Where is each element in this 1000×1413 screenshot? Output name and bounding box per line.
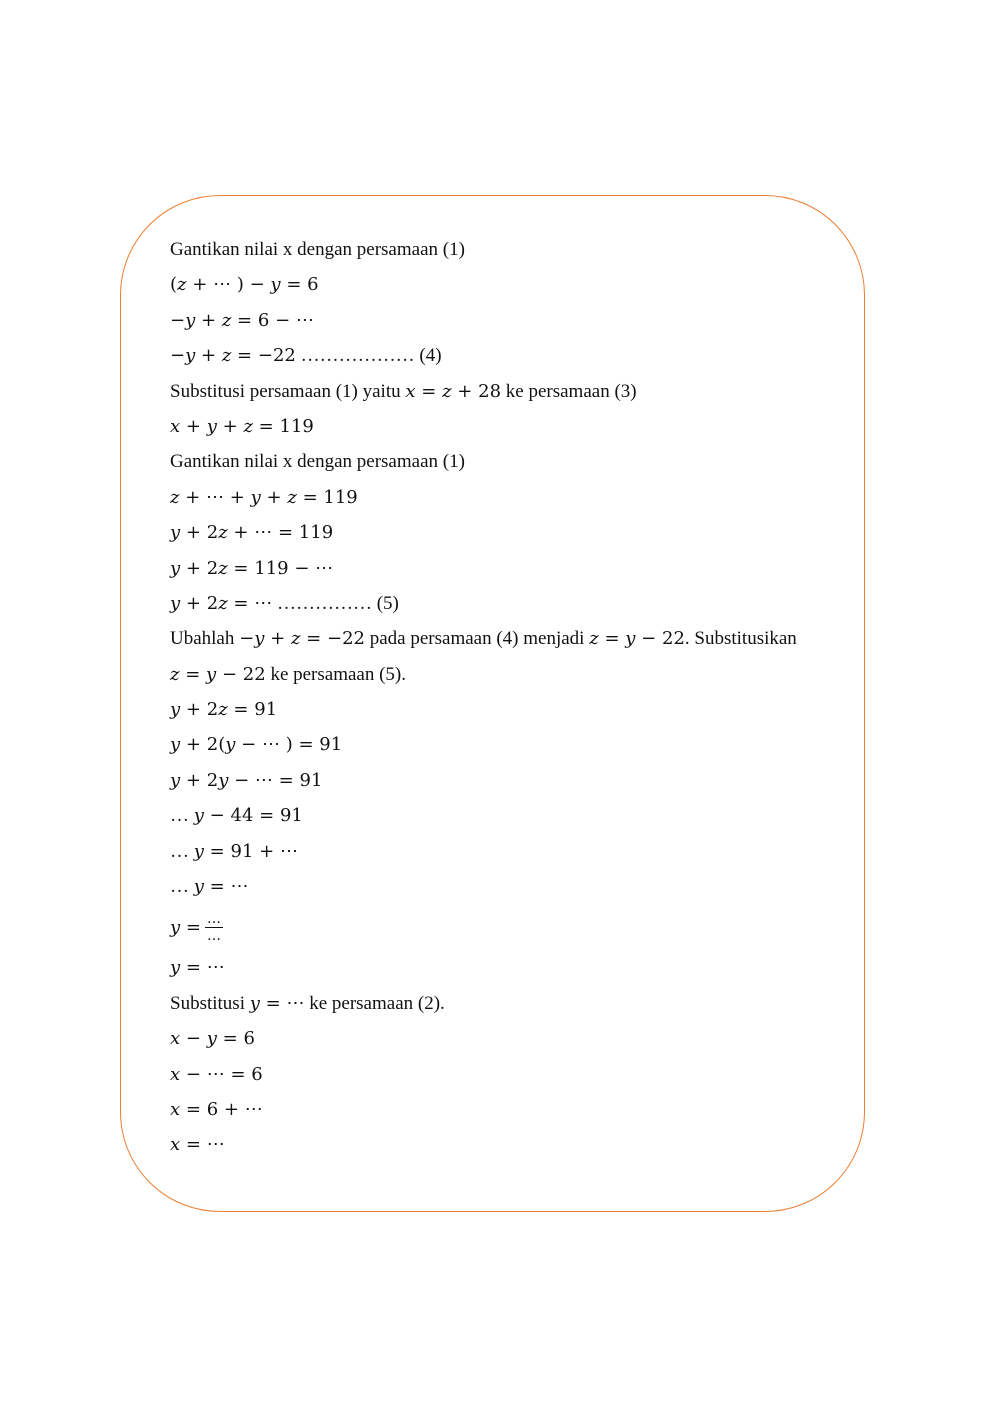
math-line: y + 2y − ⋯ = 91 <box>170 769 323 791</box>
fraction-denominator: … <box>207 927 221 944</box>
math-line: y + 2z + ⋯ = 119 <box>170 522 334 544</box>
math-line: … y = ⋯ <box>170 876 249 898</box>
text-line: Substitusi persamaan (1) yaitu x = z + 28 ke persamaan (3) <box>170 380 637 402</box>
math-line: x = 6 + ⋯ <box>170 1098 263 1120</box>
math-line: −y + z = −22 ……………… (4) <box>170 345 442 367</box>
math-line: … y = 91 + ⋯ <box>170 840 298 862</box>
math-line: x = ⋯ <box>170 1134 225 1156</box>
worksheet-content <box>170 232 840 1163</box>
math-line: x − ⋯ = 6 <box>170 1063 263 1085</box>
math-line: y + 2z = ⋯ …………… (5) <box>170 592 399 614</box>
text-line: z = y − 22 ke persamaan (5). <box>170 663 407 685</box>
fraction-line: y = $\frac{\dots}{\dots}$ <box>170 910 221 944</box>
math-line: x + y + z = 119 <box>170 415 314 437</box>
math-line: y + 2(y − ⋯ ) = 91 <box>170 734 343 756</box>
math-line: y = ⋯ <box>170 957 225 979</box>
math-line: y + 2z = 91 <box>170 699 278 721</box>
math-line: z + ⋯ + y + z = 119 <box>170 486 358 508</box>
text-line: Gantikan nilai x dengan persamaan (1) <box>170 451 465 473</box>
math-line: … y − 44 = 91 <box>170 805 303 827</box>
math-line: −y + z = 6 − ⋯ <box>170 309 314 331</box>
text-line: Ubahlah −y + z = −22 pada persamaan (4) menjadi z = y − 22. Substitusikan <box>170 628 797 650</box>
text-line: Substitusi y = ⋯ ke persamaan (2). <box>170 992 445 1014</box>
math-line: x − y = 6 <box>170 1028 255 1050</box>
math-line: (z + ⋯ ) − y = 6 <box>170 274 319 296</box>
fraction-numerator: … <box>207 910 221 927</box>
fraction <box>205 912 223 943</box>
text-line: Gantikan nilai x dengan persamaan (1) <box>170 239 465 260</box>
math-line: y + 2z = 119 − ⋯ <box>170 557 334 579</box>
